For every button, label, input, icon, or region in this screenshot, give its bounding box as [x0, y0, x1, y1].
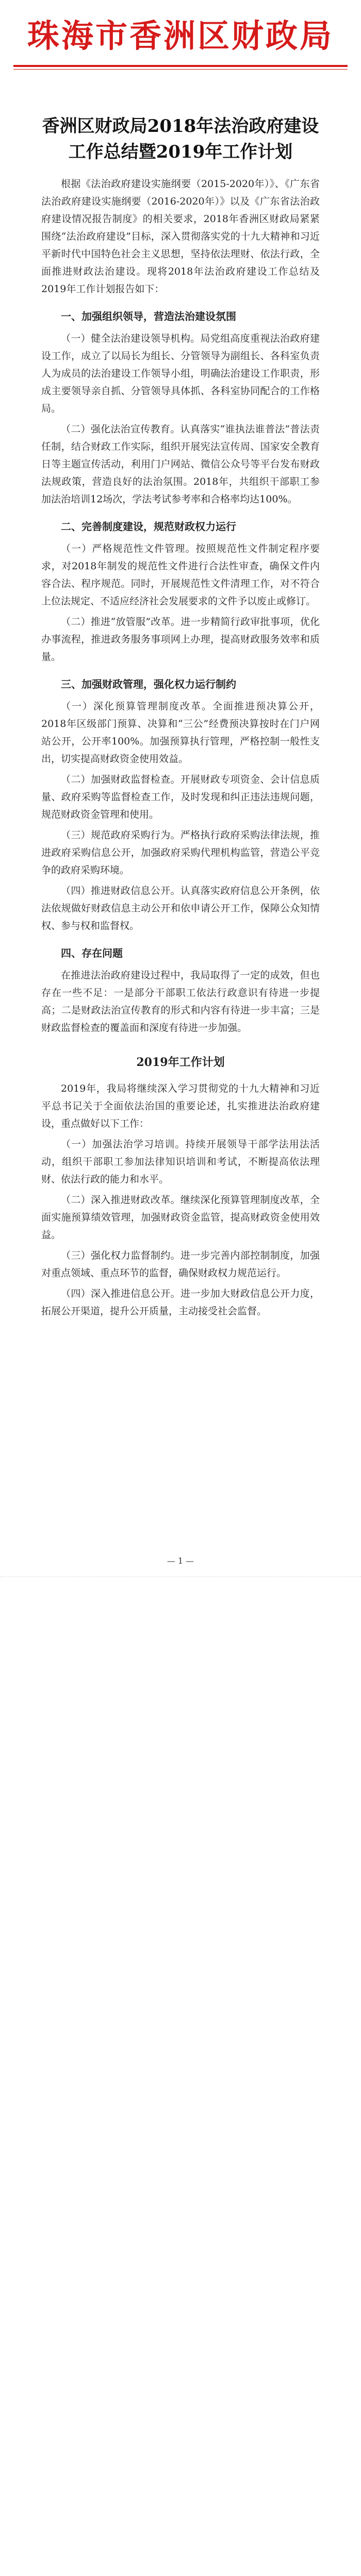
document-title-line-1: 香洲区财政局2018年法治政府建设 — [42, 116, 319, 137]
section-2-item-1: （一）严格规范性文件管理。按照规范性文件制定程序要求，对2018年制发的规范性文件进行合法性审查，确保文件内容合法、程序规范。同时，开展规范性文件清理工作，对不符合上位法规定、不适应经济社会发展要求的文件予以废止或修订。 — [41, 543, 320, 607]
plan-heading: 2019年工作计划 — [136, 1056, 225, 1069]
document-body — [41, 175, 320, 1323]
section-heading-3: 三、加强财政管理，强化权力运行制约 — [61, 678, 236, 690]
section-2-item-2: （二）推进“放管服”改革。进一步精简行政审批事项，优化办事流程，推进政务服务事项网上办理，提高财政服务效率和质量。 — [41, 616, 320, 663]
document-title — [0, 113, 361, 165]
plan-intro: 2019年，我局将继续深入学习贯彻党的十九大精神和习近平总书记关于全面依法治国的重要论述，扎实推进法治政府建设，重点做好以下工作： — [41, 1083, 320, 1129]
section-3-item-4: （四）推进财政信息公开。认真落实政府信息公开条例，依法依规做好财政信息主动公开和依申请公开工作，保障公众知情权、参与权和监督权。 — [41, 885, 320, 931]
plan-item-3: （三）强化权力监督制约。进一步完善内部控制制度，加强对重点领域、重点环节的监督，确保财政权力规范运行。 — [41, 1250, 320, 1279]
document-title-line-2: 工作总结暨2019年工作计划 — [68, 142, 293, 162]
plan-item-2: （二）深入推进财政改革。继续深化预算管理制度改革，全面实施预算绩效管理，加强财政资金监管，提高财政资金使用效益。 — [41, 1194, 320, 1241]
organization-header: 珠海市香洲区财政局 — [27, 17, 334, 55]
section-1-item-1: （一）健全法治建设领导机构。局党组高度重视法治政府建设工作，成立了以局长为组长、分管领导为副组长、各科室负责人为成员的法治建设工作领导小组，明确法治建设工作职责，形成主要领导亲自抓、分管领导具体抓、各科室协同配合的工作格局。 — [41, 333, 320, 414]
section-heading-1: 一、加强组织领导，营造法治建设氛围 — [61, 310, 236, 323]
header-red-rule-thin — [13, 69, 348, 70]
section-4-item-1: 在推进法治政府建设过程中，我局取得了一定的成效，但也存在一些不足：一是部分干部职工依法行政意识有待进一步提高；二是财政法治宣传教育的形式和内容有待进一步丰富；三是财政监督检查的覆盖面和深度有待进一步加强。 — [41, 970, 320, 1033]
section-heading-4: 四、存在问题 — [61, 947, 123, 959]
section-heading-2: 二、完善制度建设，规范财政权力运行 — [61, 520, 236, 533]
intro-paragraph: 根据《法治政府建设实施纲要（2015-2020年）》、《广东省法治政府建设实施纲要（2016-2020年）》以及《广东省法治政府建设情况报告制度》的相关要求，2018年香洲区财政局紧紧围绕“法治政府建设”目标，深入贯彻落实党的十九大精神和习近平新时代中国特色社会主义思想，坚持依法理财、依法行政，全面推进财政法治建设。现将2018年法治政府建设工作总结及2019年工作计划报告如下： — [41, 178, 320, 295]
section-3-item-3: （三）规范政府采购行为。严格执行政府采购法律法规，推进政府采购信息公开，加强政府采购代理机构监管，营造公平竞争的政府采购环境。 — [41, 829, 320, 876]
section-3-item-1: （一）深化预算管理制度改革。全面推进预决算公开，2018年区级部门预算、决算和“三公”经费预决算按时在门户网站公开，公开率100%。加强预算执行管理，严格控制一般性支出，切实提高财政资金使用效益。 — [41, 701, 320, 765]
page-divider — [0, 1577, 361, 1578]
section-1-item-2: （二）强化法治宣传教育。认真落实“谁执法谁普法”普法责任制，结合财政工作实际，组织开展宪法宣传周、国家安全教育日等主题宣传活动，利用门户网站、微信公众号等平台发布财政法规政策，营造良好的法治氛围。2018年，共组织干部职工参加法治培训12场次，学法考试参考率和合格率均达100%。 — [41, 423, 320, 505]
plan-item-1: （一）加强法治学习培训。持续开展领导干部学法用法活动，组织干部职工参加法律知识培训和考试，不断提高依法理财、依法行政的能力和水平。 — [41, 1139, 320, 1185]
page-number-1: — 1 — — [167, 1556, 194, 1566]
plan-item-4: （四）深入推进信息公开。进一步加大财政信息公开力度，拓展公开渠道，提升公开质量，主动接受社会监督。 — [41, 1288, 320, 1317]
header-red-rule — [13, 65, 348, 67]
section-3-item-2: （二）加强财政监督检查。开展财政专项资金、会计信息质量、政府采购等监督检查工作，及时发现和纠正违法违规问题，规范财政资金管理和使用。 — [41, 774, 320, 820]
